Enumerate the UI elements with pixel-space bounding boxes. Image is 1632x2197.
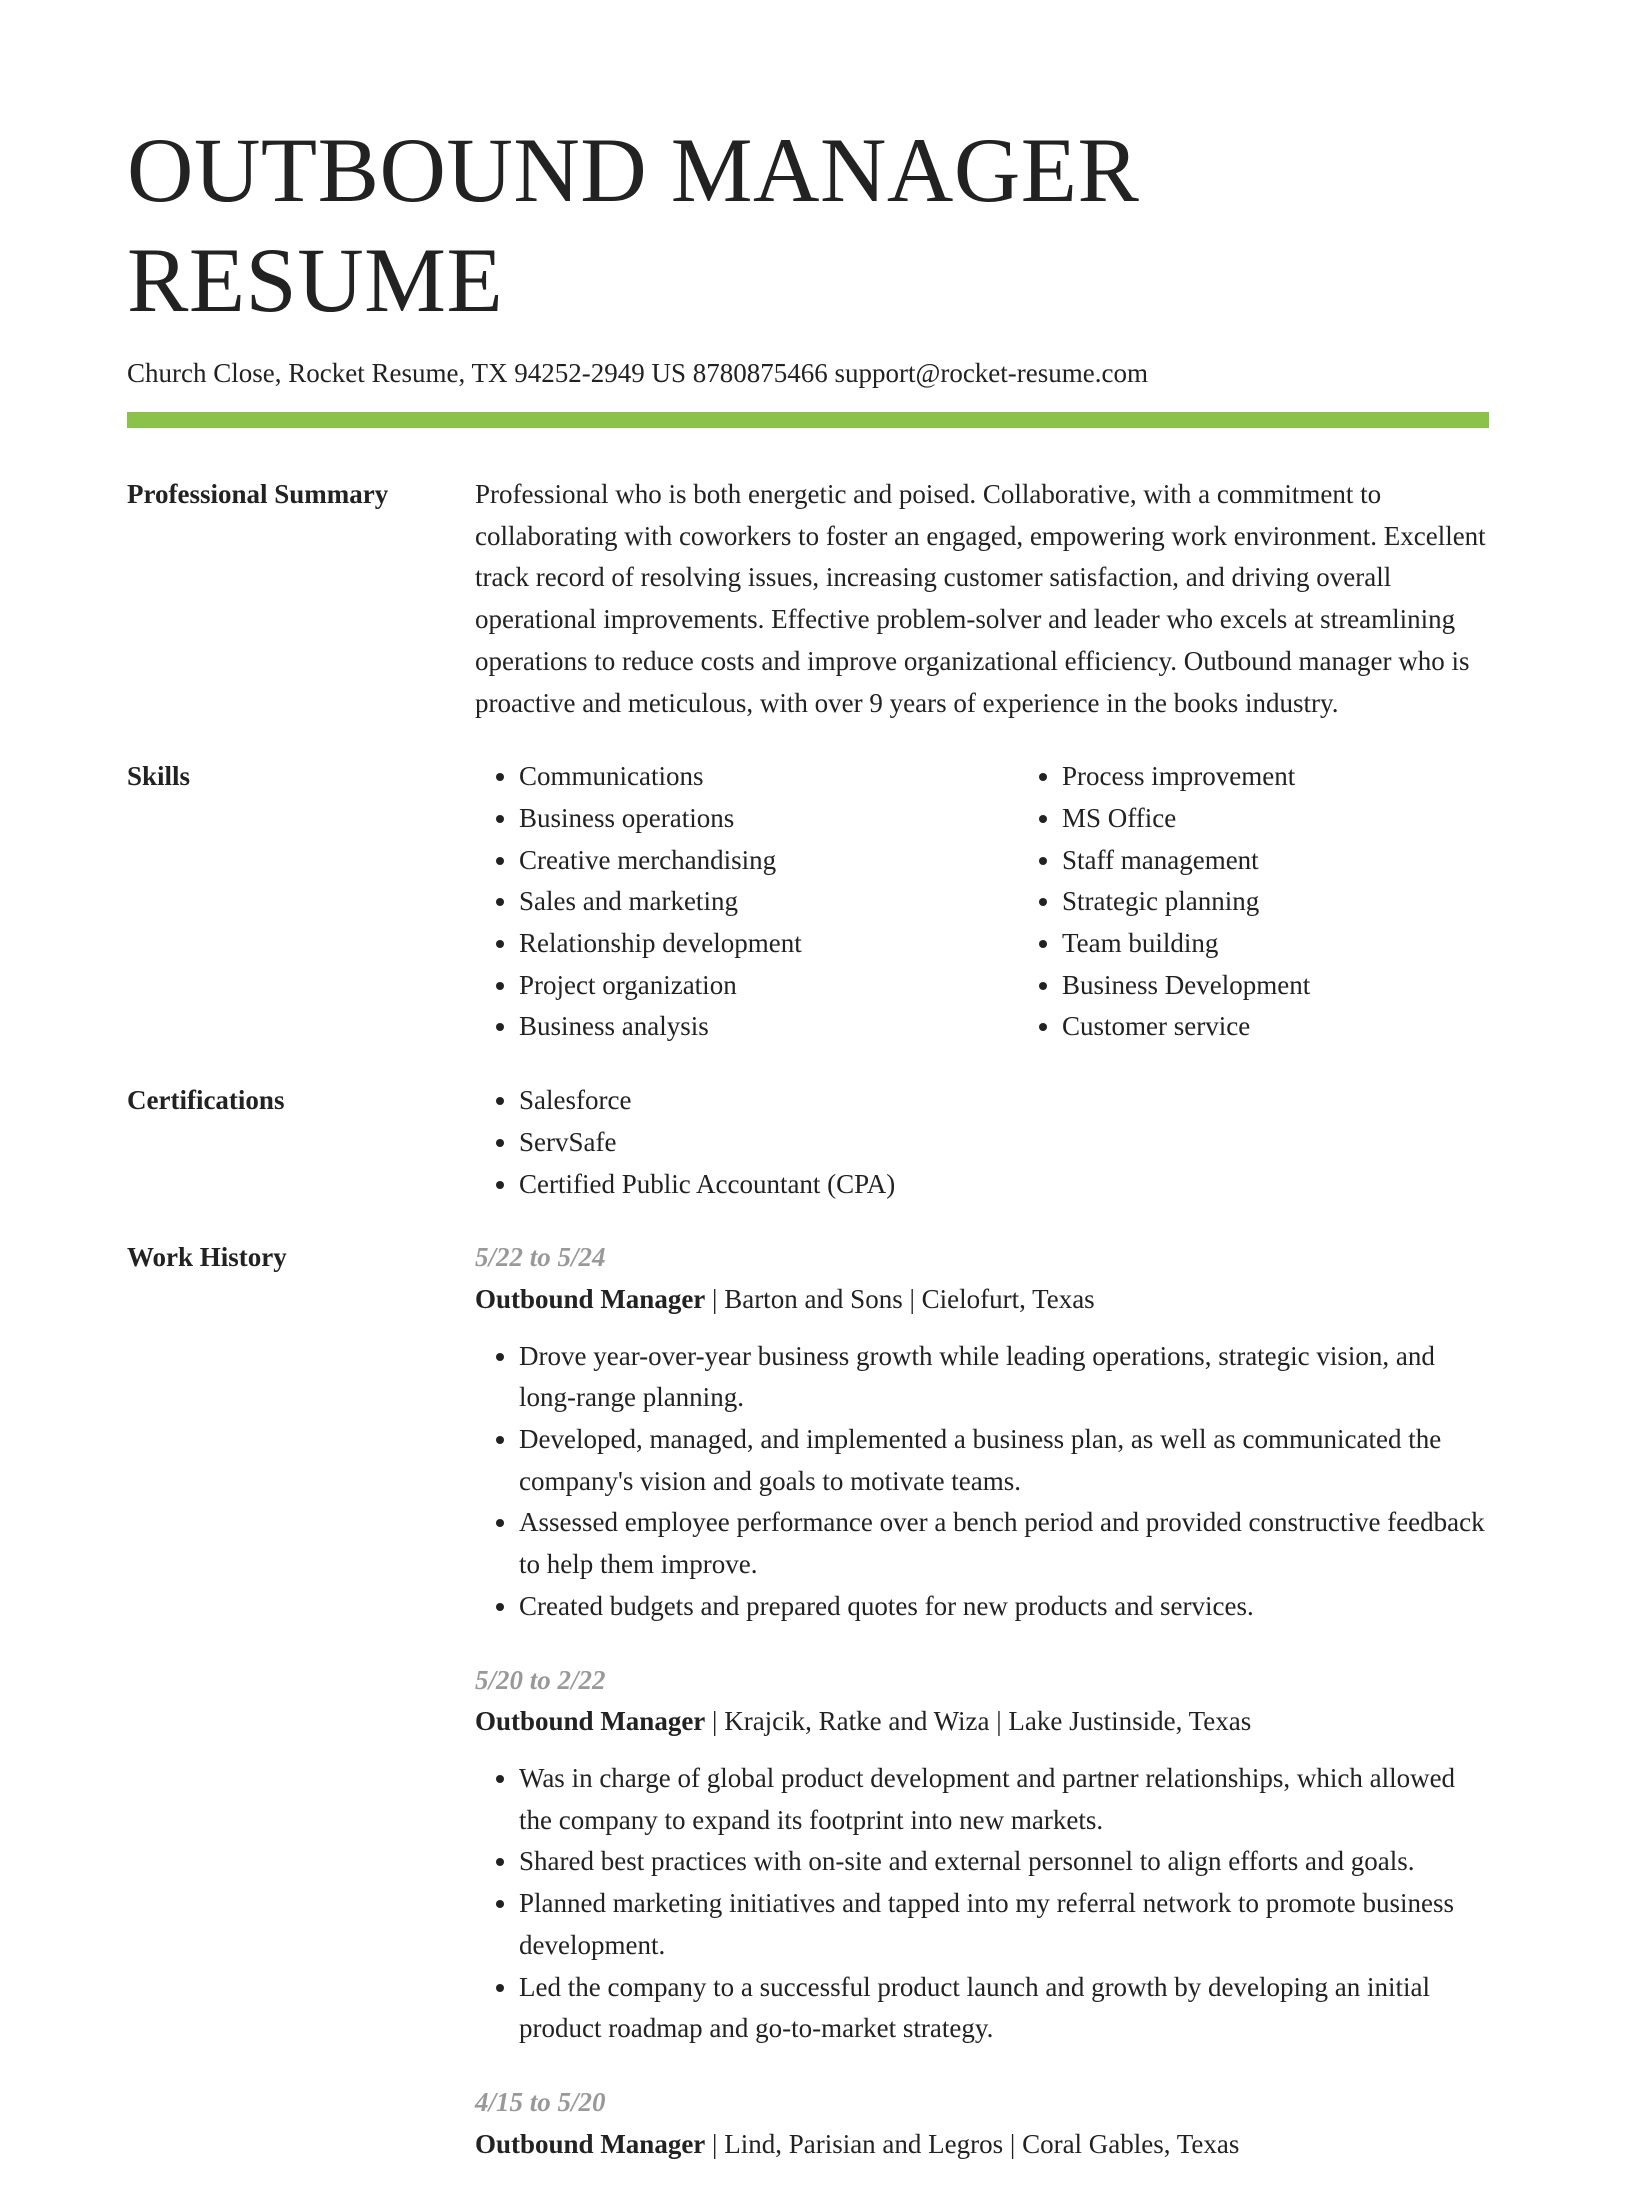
job-dates: 5/22 to 5/24	[475, 1242, 606, 1273]
job-heading	[475, 1701, 1489, 1743]
work-history-body	[475, 1237, 1489, 2197]
section-heading-summary: Professional Summary	[127, 479, 389, 509]
job-bullet: • Shared best practices with on-site and external personnel to align efforts and goals.	[519, 1841, 1489, 1883]
section-heading-certifications: Certifications	[127, 1085, 285, 1116]
job-separator: |	[989, 1706, 1009, 1737]
job-location: Cielofurt, Texas	[921, 1283, 1095, 1314]
job-dates: 5/20 to 2/22	[475, 1664, 606, 1695]
job-separator: |	[705, 1706, 725, 1737]
skills-list-right	[1018, 756, 1561, 1048]
job-bullet: • Was in charge of global product development and partner relationships, which allowed the company to expand its footprint into new markets.	[519, 1758, 1489, 1841]
skill-item: • Process improvement	[1062, 756, 1561, 798]
job-bullet: • Assessed employee performance over a bench period and provided constructive feedback to help them improve.	[519, 1502, 1489, 1585]
job-heading	[475, 2124, 1489, 2166]
skill-item: • Relationship development	[519, 923, 1018, 965]
job-bullet: • Drove year-over-year business growth while leading operations, strategic vision, and long-range planning.	[519, 1336, 1489, 1419]
job-bullet: • Planned marketing initiatives and tapped into my referral network to promote business development.	[519, 1883, 1489, 1966]
job-bullet-list	[475, 1336, 1489, 1628]
resume-page	[127, 0, 1489, 2197]
job-entry	[475, 1660, 1489, 2050]
job-title: Outbound Manager	[475, 2128, 706, 2159]
skill-item: • Business operations	[519, 798, 1018, 840]
job-separator: |	[902, 1283, 922, 1314]
certification-item: • Salesforce	[519, 1080, 1489, 1122]
certification-item: • Certified Public Accountant (CPA)	[519, 1164, 1489, 1206]
skill-item: • Team building	[1062, 923, 1561, 965]
job-separator: |	[1003, 2128, 1023, 2159]
job-location: Lake Justinside, Texas	[1008, 1706, 1252, 1737]
job-entry	[475, 2082, 1489, 2165]
job-title: Outbound Manager	[475, 1283, 706, 1314]
job-bullet: • Led the company to a successful product launch and growth by developing an initial product roadmap and go-to-market strategy.	[519, 1967, 1489, 2050]
job-entry	[475, 1237, 1489, 1627]
certifications-list	[475, 1080, 1489, 1205]
skill-item: • Business analysis	[519, 1006, 1018, 1048]
certification-item: • ServSafe	[519, 1122, 1489, 1164]
job-separator: |	[705, 2128, 725, 2159]
resume-title: OUTBOUND MANAGER RESUME	[127, 119, 1140, 331]
skill-item: • Business Development	[1062, 965, 1561, 1007]
skill-item: • Creative merchandising	[519, 840, 1018, 882]
skill-item: • Customer service	[1062, 1006, 1561, 1048]
section-heading-skills: Skills	[127, 761, 191, 792]
job-dates: 4/15 to 5/20	[475, 2086, 606, 2117]
skills-section	[127, 756, 1489, 1048]
professional-summary-section	[127, 474, 1489, 724]
summary-text: Professional who is both energetic and poised. Collaborative, with a commitment to collaborating with coworkers to foster an engaged, empowering work environment. Excellent track record of resolving issues, increasing customer satisfaction, and driving overall operational improvements. Effective problem-solver and leader who excels at streamlining operations to reduce costs and improve organizational efficiency. Outbound manager who is proactive and meticulous, with over 9 years of experience in the books industry.	[475, 479, 1486, 718]
job-location: Coral Gables, Texas	[1022, 2128, 1240, 2159]
skill-item: • Communications	[519, 756, 1018, 798]
job-company: Krajcik, Ratke and Wiza	[724, 1706, 990, 1737]
job-heading	[475, 1279, 1489, 1321]
skill-item: • Project organization	[519, 965, 1018, 1007]
work-history-section	[127, 1237, 1489, 2197]
certifications-body	[475, 1080, 1489, 1205]
job-title: Outbound Manager	[475, 1706, 706, 1737]
skills-list-left	[475, 756, 1018, 1048]
certifications-section	[127, 1080, 1489, 1205]
contact-line: Church Close, Rocket Resume, TX 94252-2949 US 8780875466 support@rocket-resume.com	[127, 358, 1148, 388]
job-bullet: • Created budgets and prepared quotes for new products and services.	[519, 1586, 1489, 1628]
job-company: Lind, Parisian and Legros	[724, 2128, 1004, 2159]
section-heading-work-history: Work History	[127, 1242, 287, 1273]
skills-grid	[475, 756, 1561, 1048]
skill-item: • Strategic planning	[1062, 881, 1561, 923]
job-company: Barton and Sons	[724, 1283, 903, 1314]
skill-item: • Sales and marketing	[519, 881, 1018, 923]
accent-divider	[127, 412, 1489, 428]
job-bullet-list	[475, 1758, 1489, 2050]
job-separator: |	[705, 1283, 725, 1314]
skill-item: • MS Office	[1062, 798, 1561, 840]
job-bullet: • Developed, managed, and implemented a business plan, as well as communicated the company's vision and goals to motivate teams.	[519, 1419, 1489, 1502]
skill-item: • Staff management	[1062, 840, 1561, 882]
